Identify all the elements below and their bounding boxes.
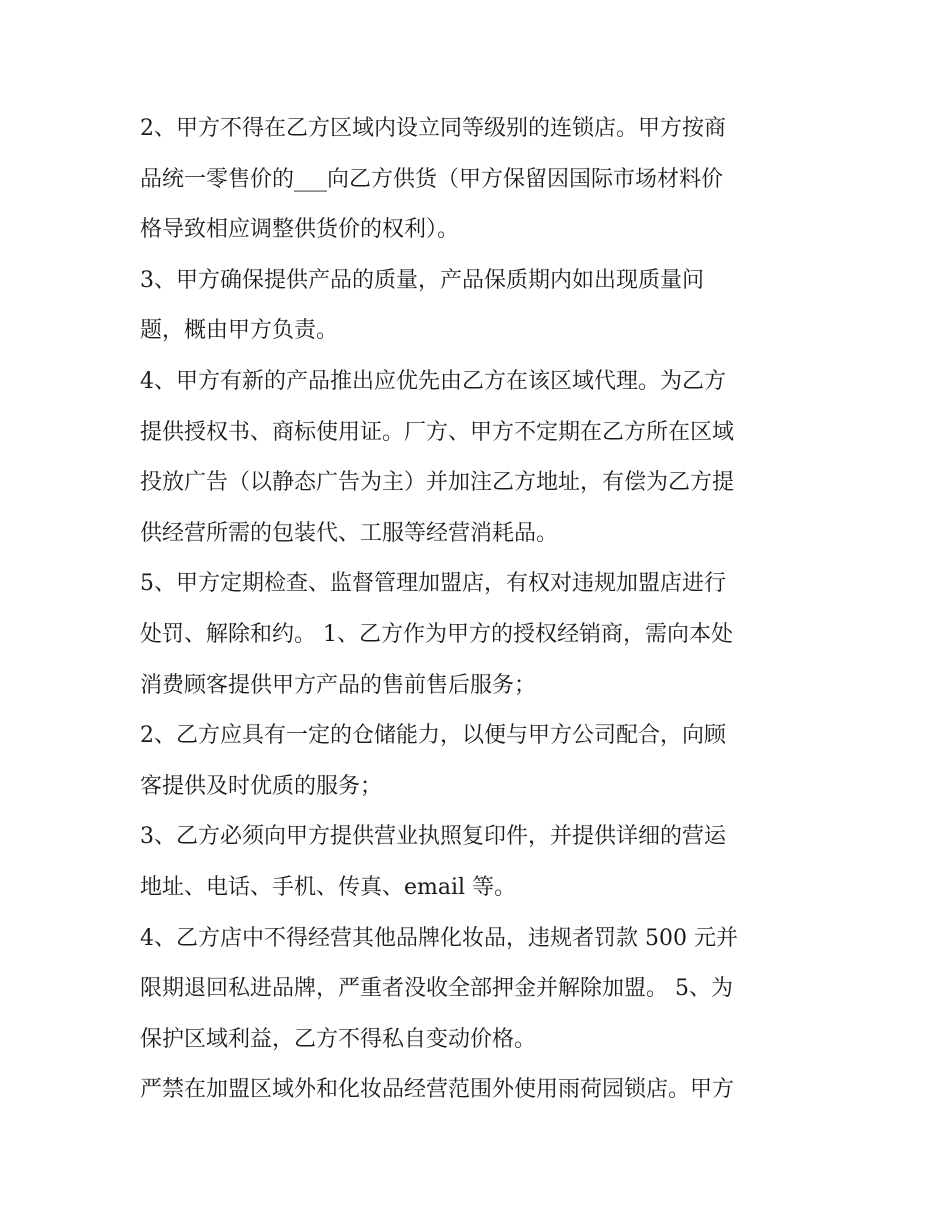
text-line-13: 2、乙方应具有一定的仓储能力，以便与甲方公司配合，向顾	[140, 723, 726, 749]
text-line-6: 4、甲方有新的产品推出应优先由乙方在该区域代理。为乙方	[140, 368, 726, 394]
text-line-12: 消费顾客提供甲方产品的售前售后服务；	[140, 672, 537, 698]
text-line-2: 品统一零售价的___向乙方供货（甲方保留因国际市场材料价	[140, 166, 724, 192]
text-line-7: 提供授权书、商标使用证。厂方、甲方不定期在乙方所在区域	[140, 419, 735, 445]
text-line-14: 客提供及时优质的服务；	[140, 773, 383, 799]
text-line-19: 保护区域利益，乙方不得私自变动价格。	[140, 1026, 537, 1052]
text-line-18: 限期退回私进品牌，严重者没收全部押金并解除加盟。 5、为	[140, 976, 733, 1002]
text-line-16: 地址、电话、手机、传真、email 等。	[140, 874, 517, 900]
text-line-17: 4、乙方店中不得经营其他品牌化妆品，违规者罚款 500 元并	[140, 925, 738, 951]
text-line-4: 3、甲方确保提供产品的质量，产品保质期内如出现质量问	[140, 267, 704, 293]
text-line-11: 处罚、解除和约。 1、乙方作为甲方的授权经销商，需向本处	[140, 621, 733, 647]
document-body	[140, 104, 820, 1116]
text-line-1: 2、甲方不得在乙方区域内设立同等级别的连锁店。甲方按商	[140, 116, 726, 141]
text-line-3: 格导致相应调整供货价的权利）。	[140, 217, 460, 243]
text-line-5: 题，概由甲方负责。	[140, 318, 339, 344]
text-line-20: 严禁在加盟区域外和化妆品经营范围外使用雨荷园锁店。甲方	[140, 1077, 735, 1103]
text-line-10: 5、甲方定期检查、监督管理加盟店，有权对违规加盟店进行	[140, 571, 726, 597]
text-line-15: 3、乙方必须向甲方提供营业执照复印件，并提供详细的营运	[140, 824, 726, 850]
text-line-8: 投放广告（以静态广告为主）并加注乙方地址，有偿为乙方提	[140, 470, 735, 496]
text-line-9: 供经营所需的包装代、工服等经营消耗品。	[140, 520, 559, 546]
